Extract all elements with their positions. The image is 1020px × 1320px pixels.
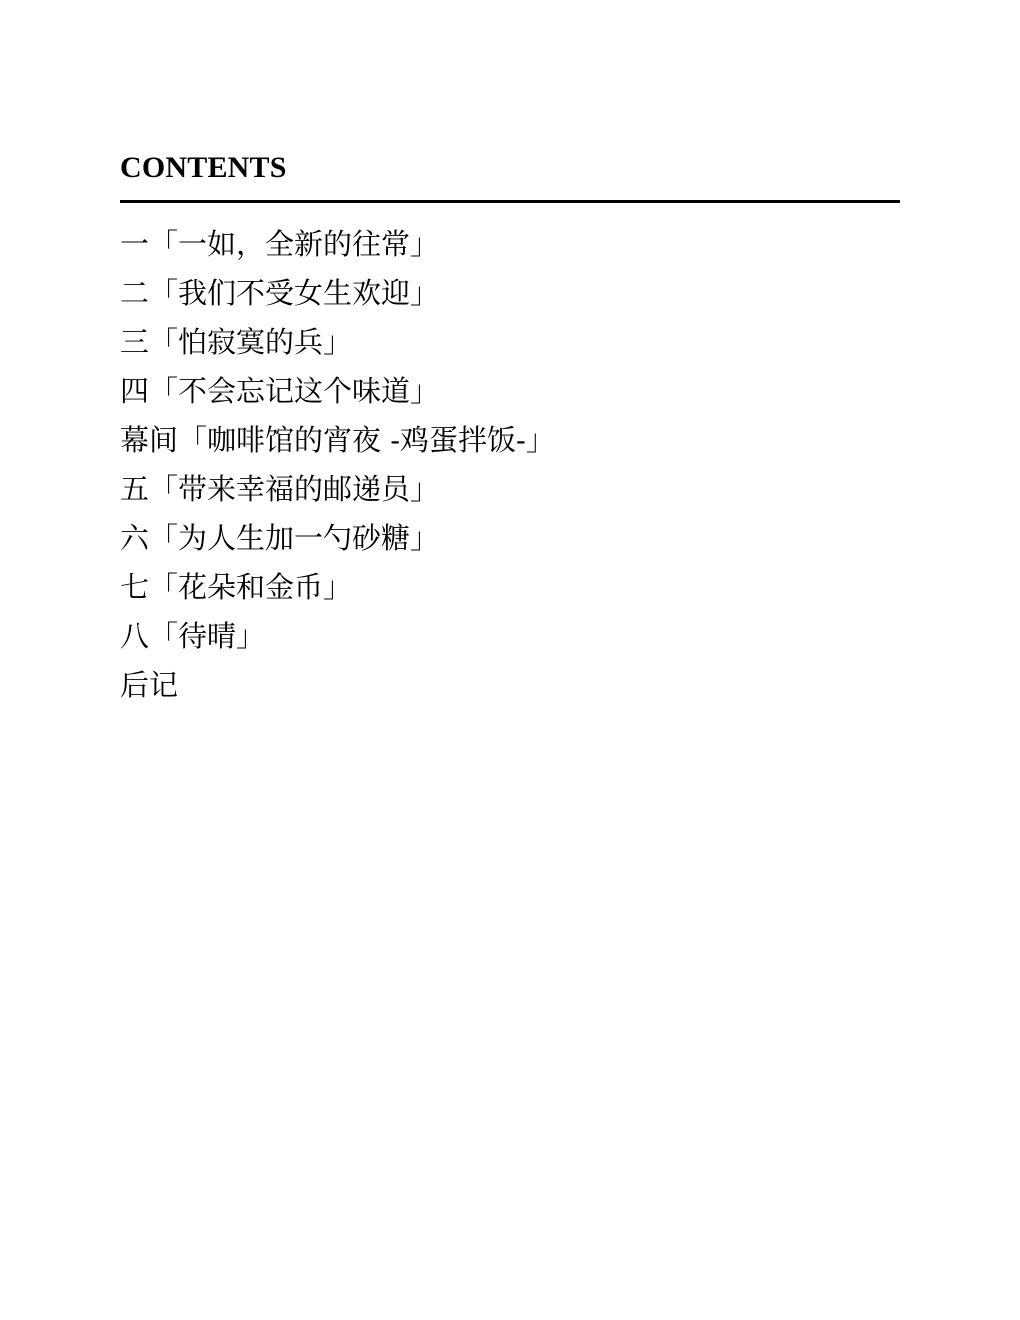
toc-entry-chapter-3[interactable]: 三「怕寂寞的兵」 (120, 325, 353, 359)
toc-entry-chapter-8[interactable]: 八「待晴」 (120, 619, 266, 653)
toc-list (120, 220, 555, 710)
contents-heading: CONTENTS (120, 151, 287, 184)
toc-entry-interlude[interactable]: 幕间「咖啡馆的宵夜 -鸡蛋拌饭-」 (120, 423, 555, 457)
toc-entry-chapter-7[interactable]: 七「花朵和金币」 (120, 570, 353, 604)
heading-divider (120, 200, 900, 203)
toc-entry-chapter-6[interactable]: 六「为人生加一勺砂糖」 (120, 521, 440, 555)
toc-entry-afterword[interactable]: 后记 (120, 668, 179, 702)
toc-entry-chapter-4[interactable]: 四「不会忘记这个味道」 (120, 374, 440, 408)
contents-page (120, 0, 900, 1320)
toc-entry-chapter-2[interactable]: 二「我们不受女生欢迎」 (120, 276, 440, 310)
toc-entry-chapter-1[interactable]: 一「一如，全新的往常」 (120, 227, 440, 261)
toc-entry-chapter-5[interactable]: 五「带来幸福的邮递员」 (120, 472, 440, 506)
